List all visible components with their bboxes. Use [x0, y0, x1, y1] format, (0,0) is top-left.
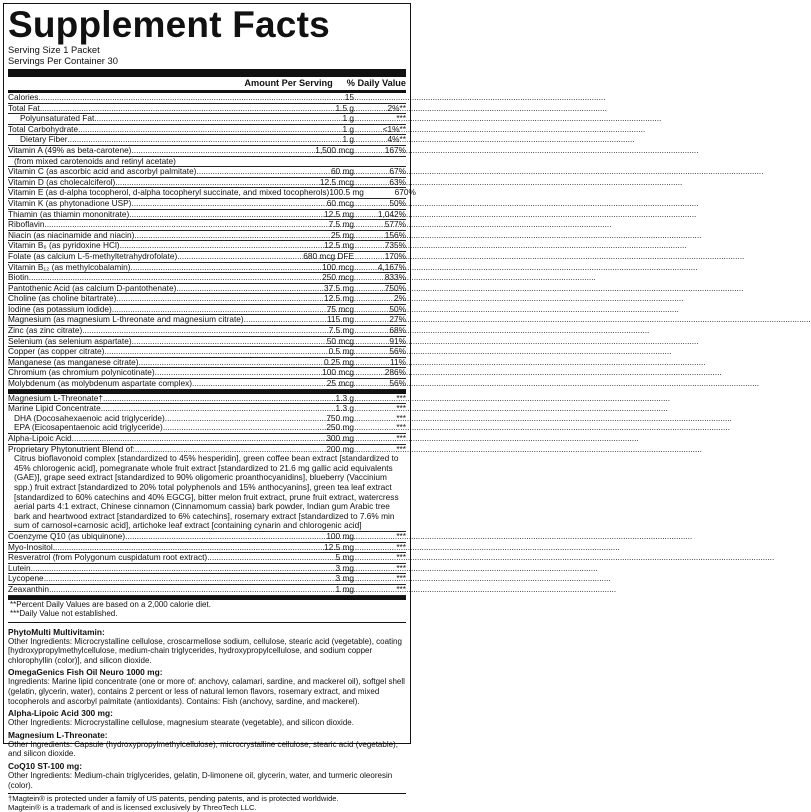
nutrient-amount: 100 mg [326, 530, 354, 541]
dot-leader [196, 167, 330, 177]
dot-leader [131, 146, 315, 156]
nutrient-amount: 100 mcg [322, 261, 354, 272]
nutrient-amount: 1 mg [335, 583, 354, 594]
nutrient-name: (from mixed carotenoids and retinyl acetate) [14, 155, 176, 166]
dot-leader [116, 294, 324, 304]
nutrient-amount: 1.5 g [335, 102, 354, 113]
nutrient-daily-value: *** [396, 573, 406, 584]
dot-leader [94, 114, 342, 124]
nutrient-name: Magnesium L-Threonate† [8, 392, 104, 403]
product-ingredients-text: Other Ingredients: Medium-chain triglycerides, gelatin, D-limonene oil, glycerin, water, and turmeric oleoresin (color). [8, 771, 393, 790]
serving-size: Serving Size 1 Packet [8, 44, 100, 55]
dot-leader [40, 104, 336, 114]
nutrient-daily-value: 670% [394, 187, 416, 198]
dot-leader [129, 210, 324, 220]
nutrient-amount: 100 mcg [322, 367, 354, 378]
nutrient-daily-value: 735% [384, 240, 406, 251]
dot-leader [177, 252, 303, 262]
nutrient-name: Vitamin B₁₂ (as methylcobalamin) [8, 261, 131, 272]
nutrient-name: Vitamin D (as cholecalciferol) [8, 176, 116, 187]
nutrient-name: Resveratrol (from Polygonum cuspidatum root extract) [8, 552, 208, 563]
nutrient-row [8, 434, 406, 445]
nutrient-row [8, 585, 406, 596]
trademark-note: Magtein® is a trademark of and is licensed exclusively by ThreoTech LLC. [8, 803, 257, 812]
nutrient-name: Selenium (as selenium aspartate) [8, 335, 132, 346]
nutrient-amount: 7.5 mg [328, 219, 354, 230]
dot-leader [131, 263, 323, 273]
nutrient-name: Proprietary Phytonutrient Blend of: [8, 443, 135, 454]
product-ingredients-text: Ingredients: Marine lipid concentrate (one or more of: anchovy, calamari, sardine, and mackerel oil), softgel shell (gelatin, glycerin, water), contains 2 percent or less of natural lemon flavors, rosemary extract, and mixed tocopherols and ascorbyl palmitate (antioxidants). Contains: Fish (anchovy, sardine, and mackerel). [8, 677, 405, 706]
nutrient-daily-value: 68% [389, 325, 406, 336]
dot-leader [131, 199, 326, 209]
nutrient-daily-value: *** [396, 541, 406, 552]
nutrient-amount: 12.5 mg [324, 541, 354, 552]
nutrient-amount: 1.3 g [335, 392, 354, 403]
dot-leader [29, 273, 322, 283]
dot-leader [103, 394, 336, 404]
nutrient-name: Molybdenum (as molybdenum aspartate complex) [8, 378, 192, 389]
nutrient-name: Marine Lipid Concentrate [8, 403, 101, 414]
nutrient-name: Vitamin C (as ascorbic acid and ascorbyl palmitate) [8, 166, 197, 177]
nutrient-amount: 250 mg [326, 422, 354, 433]
dot-leader [44, 220, 328, 230]
nutrient-daily-value [354, 157, 406, 167]
nutrient-name: Niacin (as niacinamide and niacin) [8, 229, 135, 240]
servings-per-container: Servings Per Container 30 [8, 55, 118, 66]
nutrient-daily-value: 170% [384, 250, 406, 261]
dot-leader [82, 326, 328, 336]
phytonutrient-blend-text: Citrus bioflavonoid complex [standardized to 45% hesperidin], green coffee bean extract [standardized to 45% chlorogenic acid], pomegranate whole fruit extract [standardized to 21.6 mg gallic acid equivalents (GAE)], grape seed extract [standardized to 90% oligomeric proanthocyanidins], blueberry (Vaccinium spp.) fruit extract [standardized to 20% total polyphenols and 15% anthocyanins], green tea leaf extract [standardized to 60% catechins and 40% EGCG], bitter melon fruit extract, prune fruit extract, watercress aerial parts 4:1 extract, Chinese cinnamon (Cinnamomum cassia) bark powder, Indian gum Arabic tree bark and heartwood extract [standardized to 6% catechins], rosemary extract [standardized to 7.6% min sum of carnosol+carnosic acid], artichoke leaf extract [containing cynarin and chlorogenic acid] [8, 454, 406, 532]
daily-value-header: % Daily Value [346, 78, 406, 88]
nutrient-daily-value: *** [396, 113, 406, 124]
dot-leader [192, 379, 327, 389]
dot-leader [49, 585, 335, 595]
nutrient-amount: 1,500 mcg [315, 144, 354, 155]
nutrient-list [8, 92, 416, 390]
column-header [8, 77, 406, 93]
other-ingredients-list [8, 394, 406, 455]
nutrient-name: Total Fat [8, 102, 40, 113]
nutrient-name: Lutein [8, 562, 31, 573]
nutrient-name: Iodine (as potassium iodide) [8, 303, 112, 314]
trademark-notes [8, 794, 406, 812]
dot-leader [176, 284, 324, 294]
nutrient-amount: 25 mcg [326, 378, 354, 389]
nutrient-amount: 100.5 mg [329, 187, 364, 198]
nutrient-daily-value: *** [396, 422, 406, 433]
nutrient-row [8, 379, 406, 390]
nutrient-daily-value: 63% [389, 176, 406, 187]
nutrient-amount: 15 [344, 92, 354, 102]
nutrient-amount: 12.5 mg [324, 208, 354, 219]
nutrient-name: Choline (as choline bitartrate) [8, 293, 117, 304]
product-title: OmegaGenics Fish Oil Neuro 1000 mg: [8, 667, 163, 678]
dot-leader [38, 93, 344, 103]
product-title: Alpha-Lipoic Acid 300 mg: [8, 708, 113, 719]
dot-leader [53, 543, 324, 553]
product-title: Magnesium L-Threonate: [8, 729, 108, 740]
nutrient-daily-value: *** [396, 583, 406, 594]
nutrient-amount: 12.5 mg [324, 240, 354, 251]
nutrient-daily-value: 1,042% [377, 208, 406, 219]
nutrient-daily-value: <1%** [382, 123, 406, 134]
amount-per-serving-header: Amount Per Serving [244, 78, 333, 88]
nutrient-amount: 7.5 mg [328, 325, 354, 336]
nutrient-name: Alpha-Lipoic Acid [8, 433, 72, 443]
nutrient-name: Chromium (as chromium polynicotinate) [8, 367, 155, 378]
nutrient-daily-value: 833% [384, 272, 406, 283]
dot-leader [207, 553, 335, 563]
nutrient-daily-value: 286% [384, 367, 406, 378]
nutrient-name: Dietary Fiber [20, 134, 68, 145]
nutrient-name: Calories [8, 92, 39, 102]
nutrient-amount: 60 mcg [326, 197, 354, 208]
nutrient-name: Myo-Inositol [8, 541, 53, 552]
nutrient-name: Vitamin K (as phytonadione USP) [8, 197, 132, 208]
nutrient-amount: 3 mg [335, 562, 354, 573]
nutrient-name: Biotin [8, 272, 29, 283]
nutrient-daily-value: 577% [384, 219, 406, 230]
dot-leader [112, 305, 327, 315]
trademark-note: †Magtein® is protected under a family of US patents, pending patents, and is protected worldwide. [8, 794, 339, 804]
nutrient-daily-value: *** [396, 433, 406, 443]
nutrient-daily-value: *** [396, 562, 406, 573]
nutrient-daily-value: 4%** [387, 134, 406, 145]
nutrient-amount: 37.5 mg [324, 282, 354, 293]
dot-leader [125, 532, 326, 542]
nutrient-name: EPA (Eicosapentaenoic acid triglyceride) [14, 422, 163, 433]
nutrient-daily-value: 2% [394, 293, 406, 304]
nutrient-name: Thiamin (as thiamin mononitrate) [8, 208, 130, 219]
nutrient-daily-value: 67% [389, 166, 406, 177]
product-ingredients-text: Other Ingredients: Microcrystalline cellulose, magnesium stearate (vegetable), and silicon dioxide. [8, 718, 354, 728]
nutrient-amount: 0.25 mg [324, 356, 354, 367]
other-ingredients-list-2 [8, 532, 406, 596]
dot-leader [139, 358, 324, 368]
nutrient-amount: 115 mg [326, 314, 354, 325]
product-title: CoQ10 ST-100 mg: [8, 761, 83, 772]
dot-leader [135, 445, 326, 455]
product-ingredients [8, 627, 406, 791]
nutrient-amount: 12.5 mcg [319, 176, 354, 187]
nutrient-amount: 75 mcg [326, 303, 354, 314]
nutrient-daily-value: 50% [389, 197, 406, 208]
dot-leader [155, 368, 323, 378]
nutrient-daily-value: 2%** [387, 102, 406, 113]
nutrient-daily-value: 4,167% [377, 261, 406, 272]
nutrient-amount: 1 g [342, 113, 354, 124]
dot-leader [68, 135, 343, 145]
dot-leader [134, 231, 331, 241]
nutrient-name: Lycopene [8, 573, 44, 584]
nutrient-row [8, 199, 406, 210]
nutrient-daily-value: *** [396, 392, 406, 403]
nutrient-daily-value: *** [396, 552, 406, 563]
thick-divider [8, 69, 406, 77]
nutrient-amount: 50 mcg [326, 335, 354, 346]
nutrient-daily-value: *** [396, 443, 406, 454]
nutrient-name: Folate (as calcium L-5-methyltetrahydrofolate) [8, 250, 178, 261]
nutrient-amount: 200 mg [326, 443, 354, 454]
dot-leader [244, 315, 327, 325]
footnote-no-dv: ***Daily Value not established. [8, 609, 406, 623]
panel-title: Supplement Facts [8, 4, 330, 45]
nutrient-name: Manganese (as manganese citrate) [8, 356, 139, 367]
nutrient-name: Zeaxanthin [8, 583, 50, 594]
dot-leader [78, 125, 342, 135]
product-ingredients-text: Other Ingredients: Microcrystalline cellulose, croscarmellose sodium, cellulose, stearic acid (vegetable), coating [hydroxypropylmethylcellulose, medium-chain triglycerides, hydroxypropylcellulose, and sodium copper chlorophyllin (color)], and silicon dioxide. [8, 636, 402, 665]
nutrient-amount: 1.3 g [335, 403, 354, 414]
dot-leader [44, 574, 336, 584]
product-title: PhytoMulti Multivitamin: [8, 626, 105, 637]
product-ingredients-text: Other Ingredients: Capsule (hydroxypropylmethylcellulose), microcrystalline cellulose, stearic acid (vegetable), and silicon dioxide. [8, 739, 398, 759]
dot-leader [31, 564, 336, 574]
supplement-facts-panel [3, 3, 416, 812]
nutrient-amount: 0.5 mg [328, 346, 354, 357]
nutrient-name: Vitamin E (as d-alpha tocopherol, d-alpha tocopheryl succinate, and mixed tocopherols) [8, 187, 330, 198]
nutrient-amount: 60 mg [330, 166, 354, 177]
nutrient-daily-value: *** [396, 530, 406, 541]
nutrient-daily-value: 11% [390, 356, 406, 367]
nutrient-name: Riboflavin [8, 219, 45, 230]
nutrient-name: Copper (as copper citrate) [8, 346, 105, 357]
nutrient-row [8, 93, 406, 104]
nutrient-daily-value: 167% [384, 144, 406, 155]
nutrient-daily-value: *** [396, 403, 406, 414]
nutrient-daily-value: *** [396, 412, 406, 423]
nutrient-daily-value: 56% [389, 378, 406, 389]
dot-leader [115, 178, 320, 188]
dot-leader [104, 347, 328, 357]
nutrient-row [8, 252, 406, 263]
nutrient-amount: 12.5 mg [324, 293, 354, 304]
nutrient-amount: 250 mcg [322, 272, 354, 283]
nutrient-name: Polyunsaturated Fat [20, 113, 95, 124]
nutrient-daily-value: 156% [384, 229, 406, 240]
nutrient-daily-value: 27% [389, 314, 406, 325]
nutrient-daily-value: 91% [389, 335, 406, 346]
dot-leader [120, 241, 324, 251]
nutrient-daily-value: 56% [389, 346, 406, 357]
nutrient-name: Magnesium (as magnesium L-threonate and magnesium citrate) [8, 314, 244, 325]
nutrient-amount: 1 g [342, 123, 354, 134]
nutrient-name: Vitamin B₆ (as pyridoxine HCl) [8, 240, 120, 251]
nutrient-name: Vitamin A (49% as beta-carotene) [8, 144, 132, 155]
nutrient-daily-value: 50% [389, 303, 406, 314]
nutrient-amount: 5 mg [335, 552, 354, 563]
nutrient-row [8, 146, 406, 157]
nutrient-amount: 300 mg [326, 433, 354, 443]
nutrient-amount: 25 mg [330, 229, 354, 240]
nutrient-daily-value: 750% [384, 282, 406, 293]
dot-leader [72, 434, 327, 444]
nutrient-name: Zinc (as zinc citrate) [8, 325, 83, 336]
nutrient-amount: 680 mcg DFE [303, 250, 354, 261]
nutrient-amount: 1 g [342, 134, 354, 145]
nutrient-name: DHA (Docosahexaenoic acid triglyceride) [14, 412, 165, 423]
nutrient-name: Coenzyme Q10 (as ubiquinone) [8, 530, 126, 541]
nutrient-name: Total Carbohydrate [8, 123, 79, 134]
dot-leader [163, 423, 327, 433]
footnote-pdv: **Percent Daily Values are based on a 2,000 calorie diet. [10, 599, 211, 609]
nutrient-name: Pantothenic Acid (as calcium D-pantothenate) [8, 282, 177, 293]
nutrient-amount: 3 mg [335, 573, 354, 584]
dot-leader [132, 337, 327, 347]
nutrient-row [8, 532, 406, 543]
nutrient-amount: 750 mg [326, 412, 354, 423]
